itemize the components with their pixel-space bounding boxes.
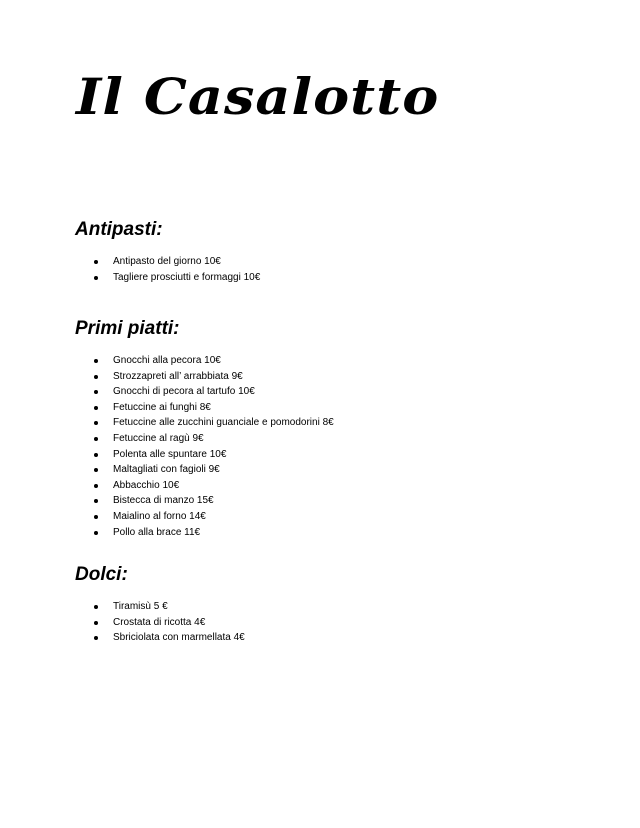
- menu-item: [75, 493, 334, 509]
- section-primi-piatti: [75, 318, 334, 540]
- menu-item: [75, 431, 334, 447]
- menu-item: [75, 415, 334, 431]
- bullet-icon: [94, 468, 98, 472]
- bullet-icon: [94, 375, 98, 379]
- menu-item: [75, 353, 334, 369]
- menu-item: [75, 270, 260, 286]
- menu-item-text: Gnocchi alla pecora 10€: [113, 355, 221, 366]
- menu-item-text: Pollo alla brace 11€: [113, 526, 201, 538]
- menu-item-text: Fetuccine al ragù 9€: [113, 432, 204, 444]
- menu-item: [75, 400, 334, 416]
- section-heading-antipasti: Antipasti:: [75, 219, 163, 240]
- section-heading-primi-piatti: Primi piatti:: [75, 318, 180, 339]
- menu-item: [75, 615, 245, 631]
- menu-item-text: Tiramisù 5 €: [113, 601, 168, 612]
- bullet-icon: [94, 621, 98, 625]
- menu-item-text: Crostata di ricotta 4€: [113, 616, 206, 628]
- bullet-icon: [94, 531, 98, 535]
- menu-item: [75, 462, 334, 478]
- section-dolci: [75, 564, 245, 646]
- bullet-icon: [94, 636, 98, 640]
- bullet-icon: [94, 421, 98, 425]
- primi-piatti-list: [75, 353, 334, 540]
- menu-item-text: Maltagliati con fagioli 9€: [113, 464, 220, 476]
- antipasti-list: [75, 254, 260, 285]
- bullet-icon: [94, 484, 98, 488]
- section-heading-dolci: Dolci:: [75, 564, 128, 585]
- bullet-icon: [94, 359, 98, 363]
- menu-item: [75, 447, 334, 463]
- section-antipasti: [75, 219, 260, 285]
- bullet-icon: [94, 390, 98, 394]
- menu-item-text: Tagliere prosciutti e formaggi 10€: [113, 271, 261, 283]
- menu-item: [75, 509, 334, 525]
- bullet-icon: [94, 276, 98, 280]
- bullet-icon: [94, 260, 98, 264]
- menu-item: [75, 599, 245, 615]
- menu-item: [75, 369, 334, 385]
- restaurant-title: Il Casalotto: [76, 67, 440, 126]
- dolci-list: [75, 599, 245, 646]
- menu-item-text: Bistecca di manzo 15€: [113, 495, 214, 507]
- menu-item-text: Sbriciolata con marmellata 4€: [113, 632, 245, 644]
- bullet-icon: [94, 453, 98, 457]
- bullet-icon: [94, 515, 98, 519]
- menu-item-text: Polenta alle spuntare 10€: [113, 448, 227, 460]
- menu-item-text: Abbacchio 10€: [113, 479, 180, 491]
- bullet-icon: [94, 406, 98, 410]
- menu-item: [75, 478, 334, 494]
- menu-item: [75, 525, 334, 541]
- menu-item-text: Fetuccine ai funghi 8€: [113, 401, 211, 413]
- menu-item-text: Antipasto del giorno 10€: [113, 256, 221, 267]
- menu-item-text: Gnocchi di pecora al tartufo 10€: [113, 386, 255, 398]
- bullet-icon: [94, 605, 98, 609]
- menu-item: [75, 630, 245, 646]
- bullet-icon: [94, 499, 98, 503]
- bullet-icon: [94, 437, 98, 441]
- menu-item-text: Fetuccine alle zucchini guanciale e pomodorini 8€: [113, 417, 334, 429]
- menu-item-text: Maialino al forno 14€: [113, 510, 206, 522]
- menu-item: [75, 254, 260, 270]
- menu-item: [75, 384, 334, 400]
- menu-item-text: Strozzapreti all’ arrabbiata 9€: [113, 370, 243, 382]
